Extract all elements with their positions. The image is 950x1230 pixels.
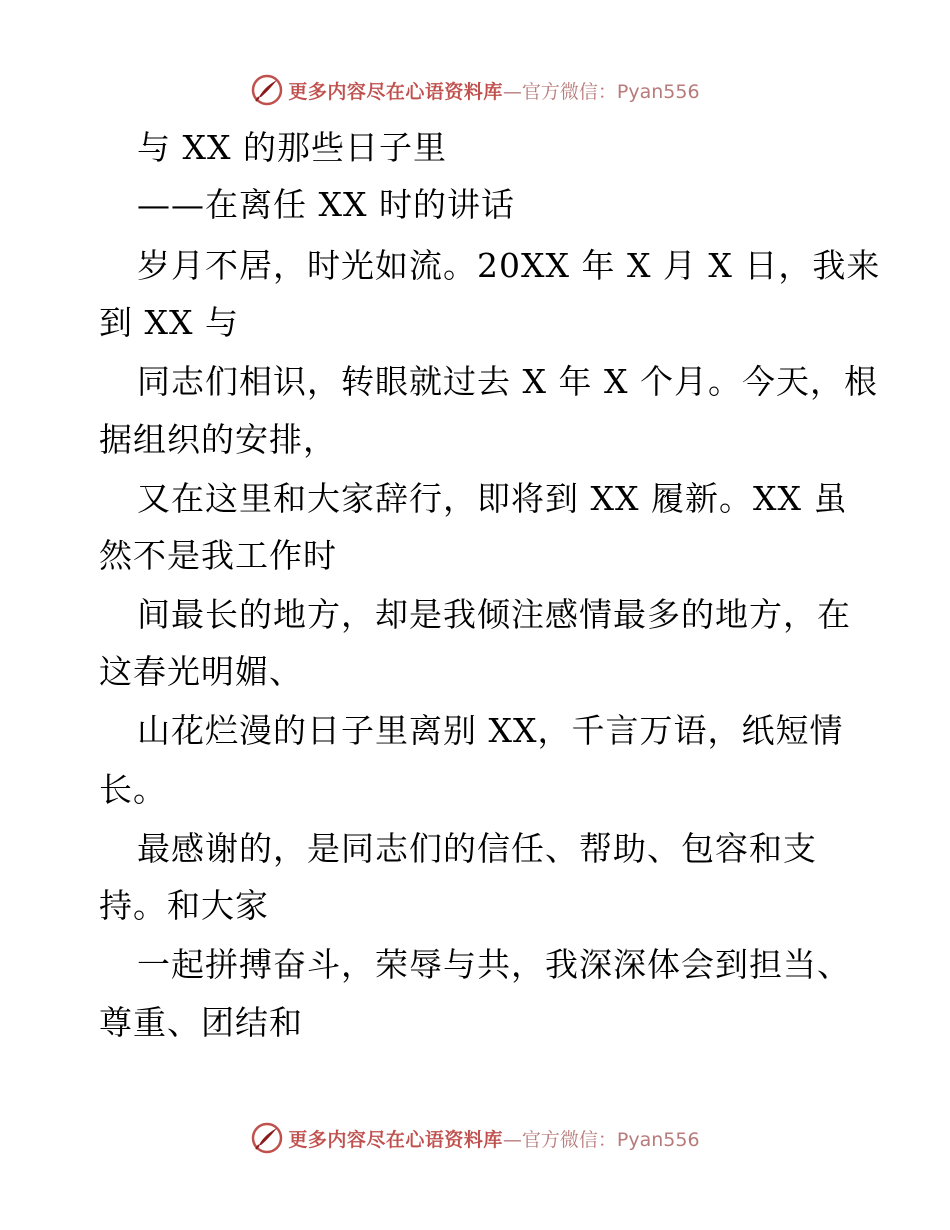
paragraph-line: 据组织的安排， <box>99 420 337 459</box>
footer-banner-text: 更多内容尽在心语资料库 <box>288 1128 503 1151</box>
paragraph-line: 岁月不居，时光如流。20XX 年 X 月 X 日，我来 <box>137 246 881 285</box>
paragraph-line: 一起拼搏奋斗，荣辱与共，我深深体会到担当、 <box>137 945 851 984</box>
paragraph-line: 最感谢的，是同志们的信任、帮助、包容和支 <box>137 829 817 868</box>
quill-pen-logo-icon <box>250 73 284 107</box>
header-banner-wechat: —官方微信：Pyan556 <box>502 80 700 103</box>
footer-watermark-banner <box>0 1118 950 1158</box>
header-watermark-banner <box>0 70 950 110</box>
paragraph-line: 这春光明媚、 <box>99 652 303 691</box>
paragraph-line: 又在这里和大家辞行，即将到 XX 履新。XX 虽 <box>137 479 848 518</box>
paragraph-line: 到 XX 与 <box>99 303 239 342</box>
paragraph-line: 持。和大家 <box>99 886 269 925</box>
paragraph-line: 山花烂漫的日子里离别 XX，千言万语，纸短情 <box>137 711 844 750</box>
document-title: 与 XX 的那些日子里 <box>137 128 447 167</box>
paragraph-line: 然不是我工作时 <box>99 536 337 575</box>
paragraph-line: 间最长的地方，却是我倾注感情最多的地方，在 <box>137 595 851 634</box>
header-banner-text: 更多内容尽在心语资料库 <box>288 80 503 103</box>
quill-pen-logo-icon <box>250 1121 284 1155</box>
paragraph-line: 尊重、团结和 <box>99 1003 303 1042</box>
footer-banner-wechat: —官方微信：Pyan556 <box>502 1128 700 1151</box>
paragraph-line: 同志们相识，转眼就过去 X 年 X 个月。今天，根 <box>137 362 878 401</box>
document-subtitle: ——在离任 XX 时的讲话 <box>137 185 515 224</box>
paragraph-line: 长。 <box>99 770 167 809</box>
